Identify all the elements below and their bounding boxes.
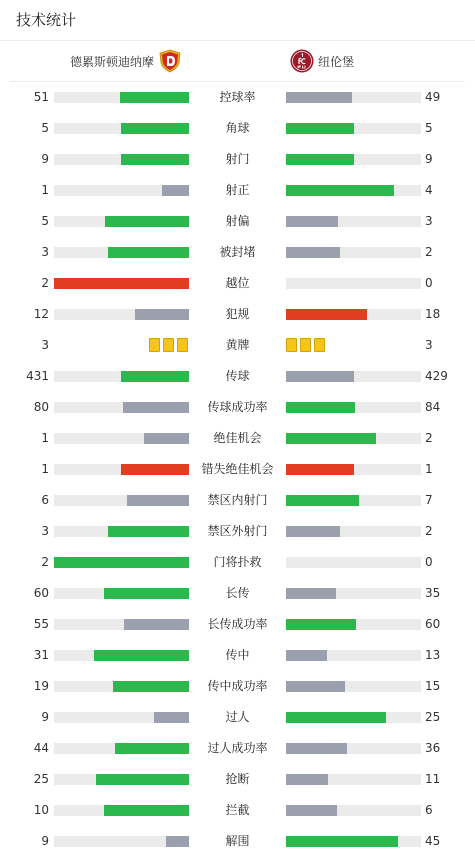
stat-row [0,454,475,485]
stat-label: 射门 [225,152,250,166]
away-bar-fill [286,588,336,599]
away-bar-track [286,805,421,816]
stat-row [0,237,475,268]
home-value: 5 [41,121,49,135]
away-value: 25 [425,710,441,724]
away-bar-fill [286,619,356,630]
home-value: 5 [41,214,49,228]
yellow-card-icon [314,338,325,352]
home-bar-track [54,495,189,506]
home-bar-fill [121,154,189,165]
away-bar-fill [286,309,367,320]
away-value: 18 [425,307,441,321]
away-value: 4 [425,183,433,197]
away-value: 3 [425,338,433,352]
stat-row [0,361,475,392]
home-bar-fill [94,650,189,661]
away-bar-fill [286,495,359,506]
home-bar-track [54,650,189,661]
home-bar-fill [54,557,189,568]
home-bar-track [54,278,189,289]
away-bar-track [286,278,421,289]
stat-row [0,516,475,547]
stat-label: 传球 [225,369,250,383]
stat-label: 门将扑救 [213,555,262,569]
yellow-card-icon [286,338,297,352]
stat-row [0,268,475,299]
away-value: 84 [425,400,441,414]
stat-row [0,392,475,423]
stat-row [0,640,475,671]
home-value: 3 [41,245,49,259]
yellow-card-icon [300,338,311,352]
home-bar-fill [96,774,189,785]
home-bar-fill [120,92,189,103]
home-bar-track [54,433,189,444]
home-bar-track [54,743,189,754]
home-value: 9 [41,152,49,166]
stat-row [0,547,475,578]
home-bar-track [54,216,189,227]
stat-row [0,671,475,702]
away-bar-fill [286,681,345,692]
stat-label: 越位 [225,276,250,290]
away-value: 35 [425,586,441,600]
home-bar-track [54,309,189,320]
home-bar-fill [104,805,189,816]
home-bar-fill [121,123,189,134]
away-bar-fill [286,774,328,785]
away-bar-fill [286,216,338,227]
stat-label: 传中成功率 [207,679,268,693]
home-value: 60 [33,586,49,600]
home-bar-fill [135,309,189,320]
stat-label: 射偏 [225,214,250,228]
away-value: 15 [425,679,441,693]
home-value: 31 [33,648,49,662]
away-bar-track [286,154,421,165]
stat-row [0,423,475,454]
home-bar-track [54,371,189,382]
away-value: 3 [425,214,433,228]
stat-row [0,330,475,361]
home-yellow-cards [149,338,188,352]
stat-label: 传中 [225,648,250,662]
stat-row [0,82,475,113]
stat-label: 长传成功率 [207,617,268,631]
home-bar-track [54,588,189,599]
stat-label: 错失绝佳机会 [201,462,274,476]
fc-nuernberg-crest-icon [290,49,314,73]
away-bar-track [286,588,421,599]
home-bar-fill [54,278,189,289]
stat-row [0,299,475,330]
away-value: 5 [425,121,433,135]
home-bar-track [54,774,189,785]
home-bar-track [54,92,189,103]
away-bar-track [286,123,421,134]
away-value: 2 [425,524,433,538]
stat-row [0,795,475,826]
home-value: 51 [33,90,49,104]
away-bar-fill [286,402,355,413]
stat-label: 拦截 [225,803,250,817]
home-value: 3 [41,338,49,352]
stat-label: 禁区外射门 [207,524,268,538]
teams-header [10,41,465,82]
away-team-name: 纽伦堡 [318,54,355,69]
home-bar-track [54,464,189,475]
stat-label: 被封堵 [219,245,256,259]
away-bar-track [286,371,421,382]
away-value: 36 [425,741,441,755]
home-bar-track [54,836,189,847]
home-bar-fill [154,712,189,723]
away-value: 45 [425,834,441,848]
away-value: 0 [425,276,433,290]
away-bar-track [286,619,421,630]
away-bar-track [286,495,421,506]
home-bar-track [54,402,189,413]
home-value: 44 [33,741,49,755]
home-bar-fill [108,247,189,258]
yellow-card-icon [163,338,174,352]
home-value: 9 [41,710,49,724]
home-bar-track [54,619,189,630]
away-value: 13 [425,648,441,662]
stat-row [0,113,475,144]
home-bar-fill [124,619,189,630]
stat-label: 黄牌 [225,338,250,352]
home-bar-track [54,681,189,692]
stat-label: 射正 [225,183,250,197]
away-bar-fill [286,123,354,134]
home-bar-track [54,557,189,568]
home-bar-fill [104,588,189,599]
home-value: 25 [33,772,49,786]
away-bar-track [286,681,421,692]
home-bar-fill [144,433,189,444]
stat-row [0,702,475,733]
home-value: 2 [41,555,49,569]
away-value: 6 [425,803,433,817]
away-bar-track [286,712,421,723]
home-bar-track [54,526,189,537]
away-bar-track [286,774,421,785]
stat-label: 禁区内射门 [207,493,268,507]
stat-label: 过人 [225,710,250,724]
home-bar-fill [121,464,189,475]
page-title: 技术统计 [0,0,475,41]
home-value: 2 [41,276,49,290]
away-bar-track [286,309,421,320]
dynamo-dresden-crest-icon [158,49,182,73]
away-bar-fill [286,650,327,661]
home-bar-fill [115,743,189,754]
stat-row [0,175,475,206]
home-value: 1 [41,431,49,445]
home-bar-fill [162,185,189,196]
stat-row [0,764,475,795]
away-bar-fill [286,154,354,165]
away-value: 11 [425,772,441,786]
away-bar-track [286,247,421,258]
home-value: 3 [41,524,49,538]
away-bar-fill [286,185,394,196]
stat-row [0,485,475,516]
away-bar-fill [286,805,337,816]
away-value: 9 [425,152,433,166]
home-value: 6 [41,493,49,507]
away-bar-fill [286,526,340,537]
home-value: 431 [26,369,49,383]
away-bar-fill [286,743,347,754]
away-bar-track [286,836,421,847]
away-yellow-cards [286,338,325,352]
yellow-card-icon [177,338,188,352]
stat-label: 解围 [225,834,250,848]
stat-label: 绝佳机会 [213,431,262,445]
yellow-card-icon [149,338,160,352]
away-bar-track [286,650,421,661]
home-value: 55 [33,617,49,631]
home-team-name: 德累斯顿迪纳摩 [69,54,154,69]
home-bar-track [54,247,189,258]
away-bar-track [286,557,421,568]
home-value: 9 [41,834,49,848]
away-value: 60 [425,617,441,631]
away-value: 0 [425,555,433,569]
away-bar-fill [286,836,398,847]
away-value: 7 [425,493,433,507]
away-value: 2 [425,245,433,259]
home-bar-fill [121,371,189,382]
home-bar-track [54,123,189,134]
home-value: 1 [41,183,49,197]
away-value: 2 [425,431,433,445]
away-bar-fill [286,464,354,475]
away-bar-track [286,526,421,537]
away-bar-track [286,92,421,103]
home-team[interactable] [70,41,182,81]
away-bar-track [286,743,421,754]
home-bar-track [54,712,189,723]
stat-row [0,144,475,175]
away-bar-fill [286,712,386,723]
stat-row [0,206,475,237]
stat-label: 控球率 [219,90,256,104]
home-bar-fill [166,836,189,847]
away-bar-track [286,402,421,413]
stat-label: 过人成功率 [207,741,268,755]
stat-label: 角球 [225,121,250,135]
home-value: 19 [33,679,49,693]
stat-label: 抢断 [225,772,250,786]
home-bar-track [54,154,189,165]
home-bar-fill [108,526,189,537]
away-team[interactable] [290,41,354,81]
away-bar-fill [286,371,354,382]
home-bar-track [54,805,189,816]
stat-label: 长传 [225,586,250,600]
stat-label: 犯规 [225,307,250,321]
home-value: 1 [41,462,49,476]
stat-row [0,578,475,609]
away-value: 1 [425,462,433,476]
away-value: 49 [425,90,441,104]
away-bar-track [286,185,421,196]
stat-row [0,826,475,857]
home-bar-fill [113,681,189,692]
home-bar-fill [127,495,189,506]
stat-row [0,733,475,764]
away-bar-fill [286,433,376,444]
stat-label: 传球成功率 [207,400,268,414]
home-value: 12 [33,307,49,321]
away-bar-track [286,464,421,475]
away-bar-track [286,216,421,227]
away-bar-fill [286,92,352,103]
stat-row [0,609,475,640]
home-bar-track [54,185,189,196]
home-bar-fill [123,402,189,413]
away-bar-fill [286,247,340,258]
away-value: 429 [425,369,448,383]
stats-list [0,82,475,857]
home-value: 80 [33,400,49,414]
home-bar-fill [105,216,189,227]
home-value: 10 [33,803,49,817]
away-bar-track [286,433,421,444]
